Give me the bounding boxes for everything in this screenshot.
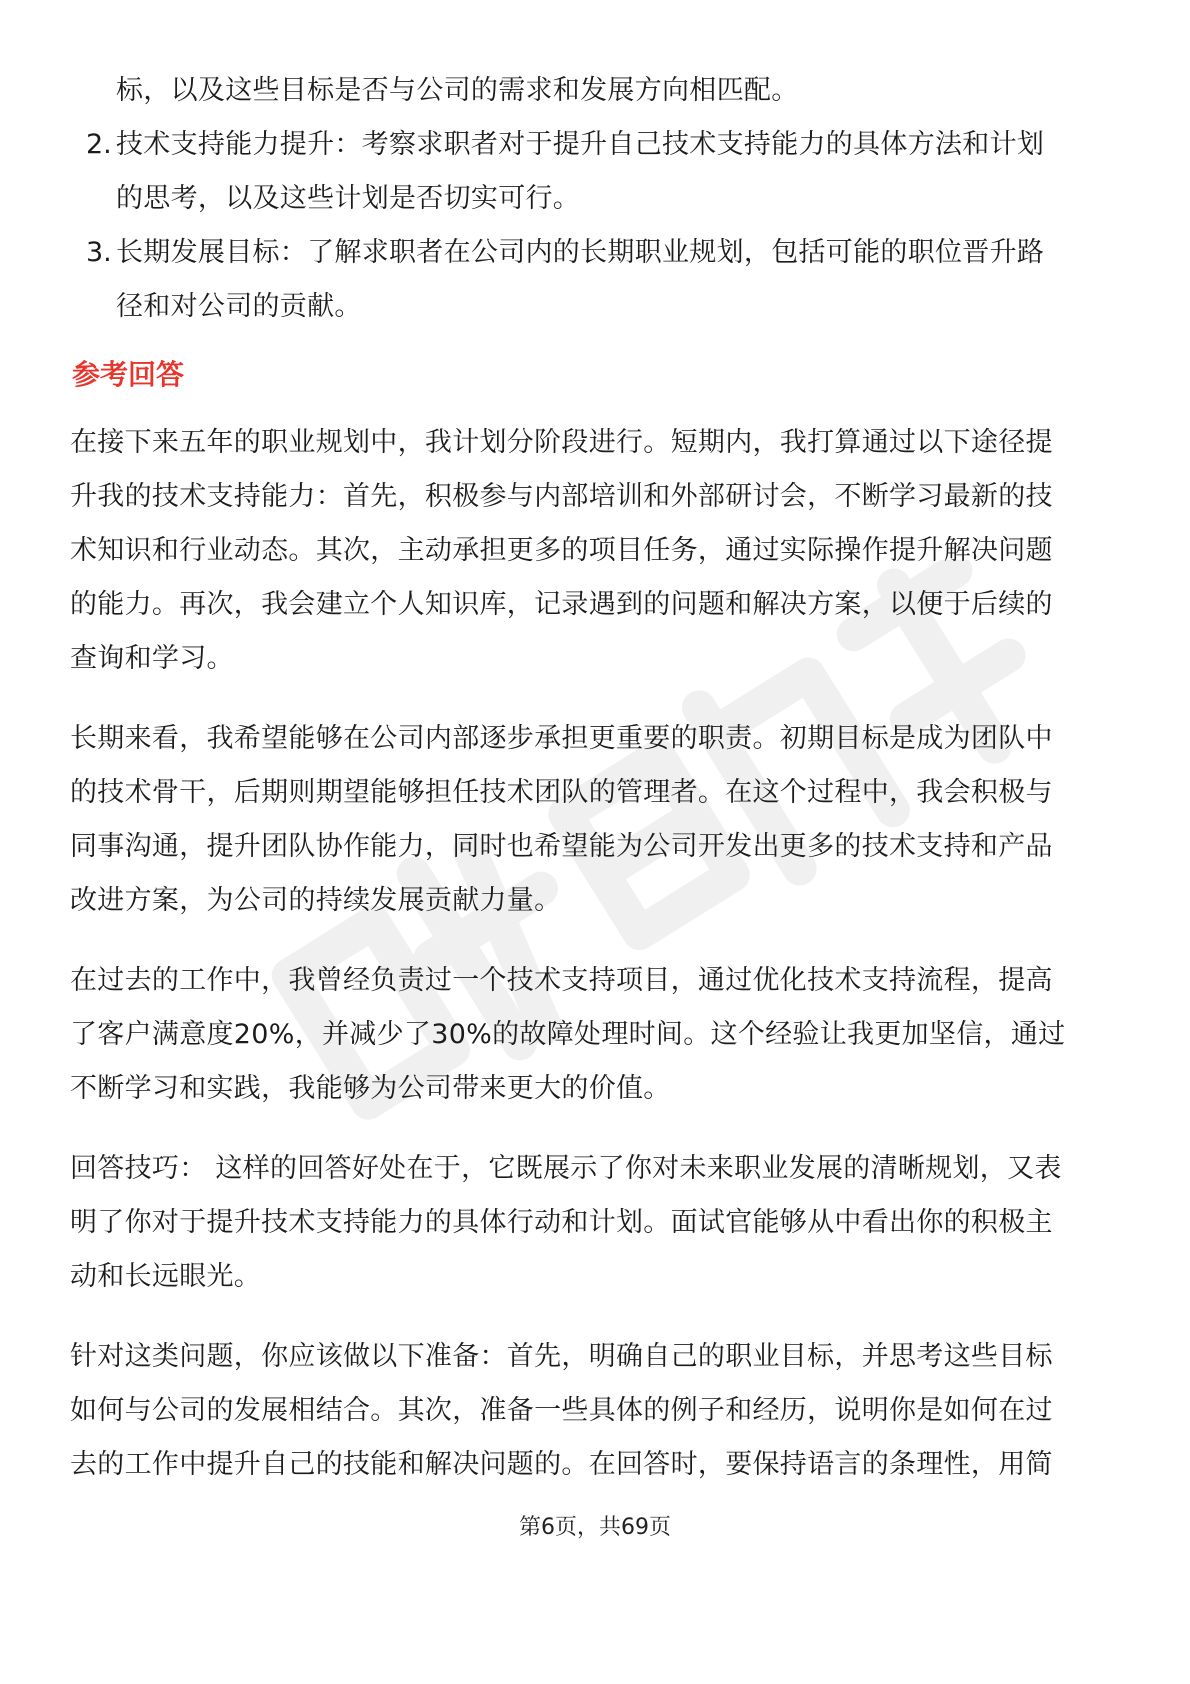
paragraph-3-line: 在过去的工作中，我曾经负责过一个技术支持项目，通过优化技术支持流程，提高 [70,965,1053,996]
paragraph-2-line: 长期来看，我希望能够在公司内部逐步承担更重要的职责。初期目标是成为团队中 [70,723,1053,754]
paragraph-5-line: 去的工作中提升自己的技能和解决问题的。在回答时，要保持语言的条理性，用简 [70,1449,1053,1480]
list-item-3-line2: 径和对公司的贡献。 [116,291,362,322]
paragraph-1-line: 术知识和行业动态。其次，主动承担更多的项目任务，通过实际操作提升解决问题 [70,535,1053,566]
paragraph-4-line: 动和长远眼光。 [70,1261,262,1292]
paragraph-2-line: 的技术骨干，后期则期望能够担任技术团队的管理者。在这个过程中，我会积极与 [70,777,1053,808]
list-item-2-line2: 的思考，以及这些计划是否切实可行。 [116,183,581,214]
paragraph-1-line: 升我的技术支持能力：首先，积极参与内部培训和外部研讨会，不断学习最新的技 [70,481,1053,512]
list-item-2-line1: 技术支持能力提升：考察求职者对于提升自己技术支持能力的具体方法和计划 [116,129,1045,160]
paragraph-5-line: 如何与公司的发展相结合。其次，准备一些具体的例子和经历，说明你是如何在过 [70,1395,1053,1426]
list-item-1-tail: 标，以及这些目标是否与公司的需求和发展方向相匹配。 [116,75,799,106]
list-item-3-number: 3. [86,237,112,268]
page-footer: 第6页，共69页 [519,1515,671,1540]
paragraph-2-line: 同事沟通，提升团队协作能力，同时也希望能为公司开发出更多的技术支持和产品 [70,831,1053,862]
paragraph-4-line: 明了你对于提升技术支持能力的具体行动和计划。面试官能够从中看出你的积极主 [70,1207,1053,1238]
paragraph-4-line: 回答技巧： 这样的回答好处在于，它既展示了你对未来职业发展的清晰规划，又表 [70,1153,1062,1184]
paragraph-5-line: 针对这类问题，你应该做以下准备：首先，明确自己的职业目标，并思考这些目标 [70,1341,1053,1372]
paragraph-1-line: 查询和学习。 [70,643,234,674]
paragraph-3-line: 了客户满意度20%，并减少了30%的故障处理时间。这个经验让我更加坚信，通过 [70,1019,1066,1050]
paragraph-3-line: 不断学习和实践，我能够为公司带来更大的价值。 [70,1073,671,1104]
paragraph-1-line: 在接下来五年的职业规划中，我计划分阶段进行。短期内，我打算通过以下途径提 [70,427,1053,458]
paragraph-2-line: 改进方案，为公司的持续发展贡献力量。 [70,885,562,916]
section-heading: 参考回答 [72,358,185,391]
paragraph-1-line: 的能力。再次，我会建立个人知识库，记录遇到的问题和解决方案，以便于后续的 [70,589,1053,620]
list-item-2-number: 2. [86,129,112,160]
list-item-3-line1: 长期发展目标：了解求职者在公司内的长期职业规划，包括可能的职位晋升路 [116,237,1045,268]
